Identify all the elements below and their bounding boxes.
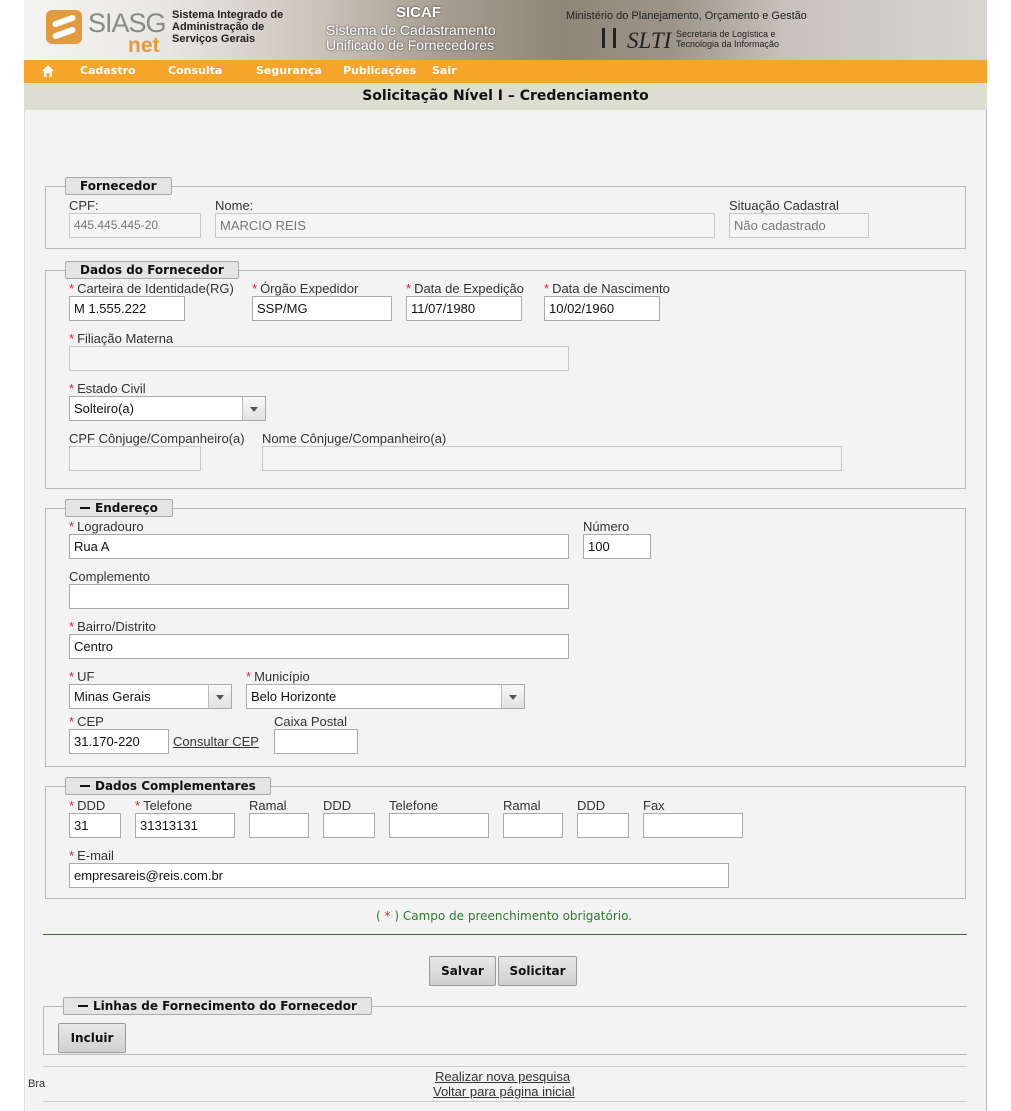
- complemento-input[interactable]: [69, 584, 569, 609]
- ddd-input[interactable]: 31: [69, 813, 121, 838]
- collapse-icon: [80, 507, 90, 509]
- collapse-icon: [78, 1005, 88, 1007]
- endereco-legend[interactable]: [65, 499, 173, 517]
- ddd3-input[interactable]: [577, 813, 629, 838]
- municipio-select[interactable]: [246, 684, 525, 709]
- caixa-postal-input[interactable]: [274, 729, 358, 754]
- cpf-label: CPF:: [69, 198, 99, 213]
- numero-label: Número: [583, 519, 630, 534]
- estado-civil-label: [69, 381, 146, 396]
- menu-item-cadastro[interactable]: Cadastro: [80, 64, 136, 77]
- salvar-button[interactable]: Salvar: [429, 956, 496, 986]
- required-marker: *: [69, 669, 75, 684]
- complemento-label: Complemento: [69, 569, 150, 584]
- ddd2-label: DDD: [323, 798, 352, 813]
- orgao-input[interactable]: SSP/MG: [252, 296, 392, 321]
- orgao-label-text: Órgão Expedidor: [260, 281, 359, 296]
- estado-civil-value: Solteiro(a): [74, 401, 134, 416]
- numero-input[interactable]: 100: [583, 534, 651, 559]
- header-banner: [24, 0, 987, 60]
- chevron-down-icon[interactable]: [242, 397, 265, 420]
- chevron-down-icon[interactable]: [501, 685, 524, 708]
- bairro-input[interactable]: Centro: [69, 634, 569, 659]
- system-name: [172, 9, 292, 45]
- required-hint-text: ) Campo de preenchimento obrigatório.: [394, 909, 633, 923]
- orgao-label: [252, 281, 358, 296]
- filiacao-label-text: Filiação Materna: [77, 331, 174, 346]
- rg-label-text: Carteira de Identidade(RG): [77, 281, 234, 296]
- telefone-label: [135, 798, 192, 813]
- logradouro-label: [69, 519, 144, 534]
- logradouro-input[interactable]: Rua A: [69, 534, 569, 559]
- uf-select[interactable]: [69, 684, 232, 709]
- sicaf-subtitle-2: Unificado de Fornecedores: [326, 37, 495, 53]
- municipio-label: [246, 669, 310, 684]
- linhas-legend-text: Linhas de Fornecimento do Fornecedor: [93, 999, 357, 1013]
- menu-item-consulta[interactable]: Consulta: [168, 64, 223, 77]
- divider: [43, 934, 967, 935]
- required-marker: *: [69, 331, 75, 346]
- required-marker: *: [69, 848, 75, 863]
- telefone2-label: Telefone: [389, 798, 439, 813]
- filiacao-label: [69, 331, 173, 346]
- ramal-label: Ramal: [249, 798, 287, 813]
- bairro-label: [69, 619, 156, 634]
- cep-label-text: CEP: [77, 714, 104, 729]
- fornecedor-legend: Fornecedor: [65, 177, 172, 195]
- main-menu: [24, 60, 987, 83]
- data-expedicao-label-text: Data de Expedição: [414, 281, 524, 296]
- cpf-field: 445.445.445-20: [69, 213, 201, 238]
- email-input[interactable]: empresareis@reis.com.br: [69, 863, 729, 888]
- cpf-conjuge-field: [69, 446, 201, 471]
- sicaf-title: SICAF: [396, 4, 441, 21]
- municipio-label-text: Município: [254, 669, 310, 684]
- slti-desc-line-1: Secretaria de Logística e: [676, 29, 776, 39]
- required-marker: *: [246, 669, 252, 684]
- ddd-label-text: DDD: [77, 798, 106, 813]
- data-expedicao-label: [406, 281, 524, 296]
- telefone2-input[interactable]: [389, 813, 489, 838]
- cpf-conjuge-label: CPF Cônjuge/Companheiro(a): [69, 431, 245, 446]
- uf-label-text: UF: [77, 669, 95, 684]
- menu-item-publicacoes[interactable]: Publicações: [343, 64, 417, 77]
- nome-conjuge-label: Nome Cônjuge/Companheiro(a): [262, 431, 447, 446]
- linhas-legend[interactable]: [63, 997, 372, 1015]
- data-nascimento-input[interactable]: 10/02/1960: [544, 296, 660, 321]
- footer-fragment: Bra: [28, 1078, 46, 1090]
- logo-sub: net: [128, 34, 160, 57]
- estado-civil-select[interactable]: [69, 396, 266, 421]
- nova-pesquisa-link[interactable]: Realizar nova pesquisa: [435, 1069, 571, 1084]
- system-name-line-1: Sistema Integrado de: [172, 9, 284, 21]
- collapse-icon: [80, 785, 90, 787]
- required-marker: *: [69, 281, 75, 296]
- ddd3-label: DDD: [577, 798, 606, 813]
- rg-label: [69, 281, 234, 296]
- required-marker: *: [69, 381, 75, 396]
- system-name-line-3: Serviços Gerais: [172, 33, 256, 45]
- nome-conjuge-field: [262, 446, 842, 471]
- siasg-logo-icon: [46, 10, 82, 44]
- ramal-input[interactable]: [249, 813, 309, 838]
- estado-civil-label-text: Estado Civil: [77, 381, 146, 396]
- sicaf-subtitle-1: Sistema de Cadastramento: [326, 22, 496, 38]
- fax-input[interactable]: [643, 813, 743, 838]
- telefone-label-text: Telefone: [143, 798, 193, 813]
- ddd2-input[interactable]: [323, 813, 375, 838]
- required-marker: *: [69, 714, 75, 729]
- main-content: [24, 110, 987, 1111]
- required-marker: *: [252, 281, 258, 296]
- endereco-legend-text: Endereço: [95, 501, 158, 515]
- menu-item-seguranca[interactable]: Segurança: [256, 64, 322, 77]
- data-expedicao-input[interactable]: 11/07/1980: [406, 296, 522, 321]
- voltar-inicial-link[interactable]: Voltar para página inicial: [433, 1084, 575, 1099]
- logradouro-label-text: Logradouro: [77, 519, 144, 534]
- email-label-text: E-mail: [77, 848, 114, 863]
- solicitar-button[interactable]: Solicitar: [498, 956, 577, 986]
- system-name-line-2: Administração de: [172, 21, 265, 33]
- uf-value: Minas Gerais: [74, 689, 151, 704]
- home-icon[interactable]: [41, 64, 55, 78]
- siasg-logo: [28, 4, 168, 56]
- caixa-postal-label: Caixa Postal: [274, 714, 347, 729]
- bairro-label-text: Bairro/Distrito: [77, 619, 156, 634]
- slti-logo-icon: [602, 28, 616, 48]
- cep-label: [69, 714, 104, 729]
- menu-item-sair[interactable]: Sair: [432, 64, 457, 77]
- required-hint: [376, 909, 632, 923]
- nome-label: Nome:: [215, 198, 254, 213]
- required-marker: *: [69, 519, 75, 534]
- ramal2-input[interactable]: [503, 813, 563, 838]
- cep-input[interactable]: 31.170-220: [69, 729, 169, 754]
- fax-label: Fax: [643, 798, 665, 813]
- dados-fornecedor-legend: Dados do Fornecedor: [65, 261, 239, 279]
- required-hint-open: (: [376, 909, 381, 923]
- ddd-label: [69, 798, 105, 813]
- uf-label: [69, 669, 94, 684]
- page-title-bar: [24, 83, 987, 110]
- filiacao-field: [69, 346, 569, 371]
- logo-text: SIASG: [88, 8, 166, 38]
- slti-description: [676, 29, 779, 49]
- municipio-value: Belo Horizonte: [251, 689, 337, 704]
- data-nascimento-label: [544, 281, 670, 296]
- slti-desc-line-2: Tecnologia da Informação: [676, 39, 780, 49]
- dados-complementares-legend[interactable]: [65, 777, 271, 795]
- consultar-cep-link[interactable]: Consultar CEP: [173, 734, 259, 749]
- required-hint-star: *: [384, 909, 391, 923]
- dados-complementares-legend-text: Dados Complementares: [95, 779, 256, 793]
- required-marker: *: [406, 281, 412, 296]
- situacao-field: Não cadastrado: [729, 213, 869, 238]
- slti-logo: SLTI: [627, 28, 672, 53]
- ministry-name: Ministério do Planejamento, Orçamento e Gestão: [566, 10, 807, 22]
- page-title: Solicitação Nível I – Credenciamento: [362, 88, 649, 104]
- email-label: [69, 848, 114, 863]
- situacao-label: Situação Cadastral: [729, 198, 839, 213]
- chevron-down-icon[interactable]: [208, 685, 231, 708]
- required-marker: *: [135, 798, 141, 813]
- required-marker: *: [69, 798, 75, 813]
- required-marker: *: [544, 281, 550, 296]
- incluir-button[interactable]: Incluir: [58, 1023, 126, 1053]
- telefone-input[interactable]: 31313131: [135, 813, 235, 838]
- ramal2-label: Ramal: [503, 798, 541, 813]
- rg-input[interactable]: M 1.555.222: [69, 296, 185, 321]
- nome-field: MARCIO REIS: [215, 213, 715, 238]
- required-marker: *: [69, 619, 75, 634]
- data-nascimento-label-text: Data de Nascimento: [552, 281, 670, 296]
